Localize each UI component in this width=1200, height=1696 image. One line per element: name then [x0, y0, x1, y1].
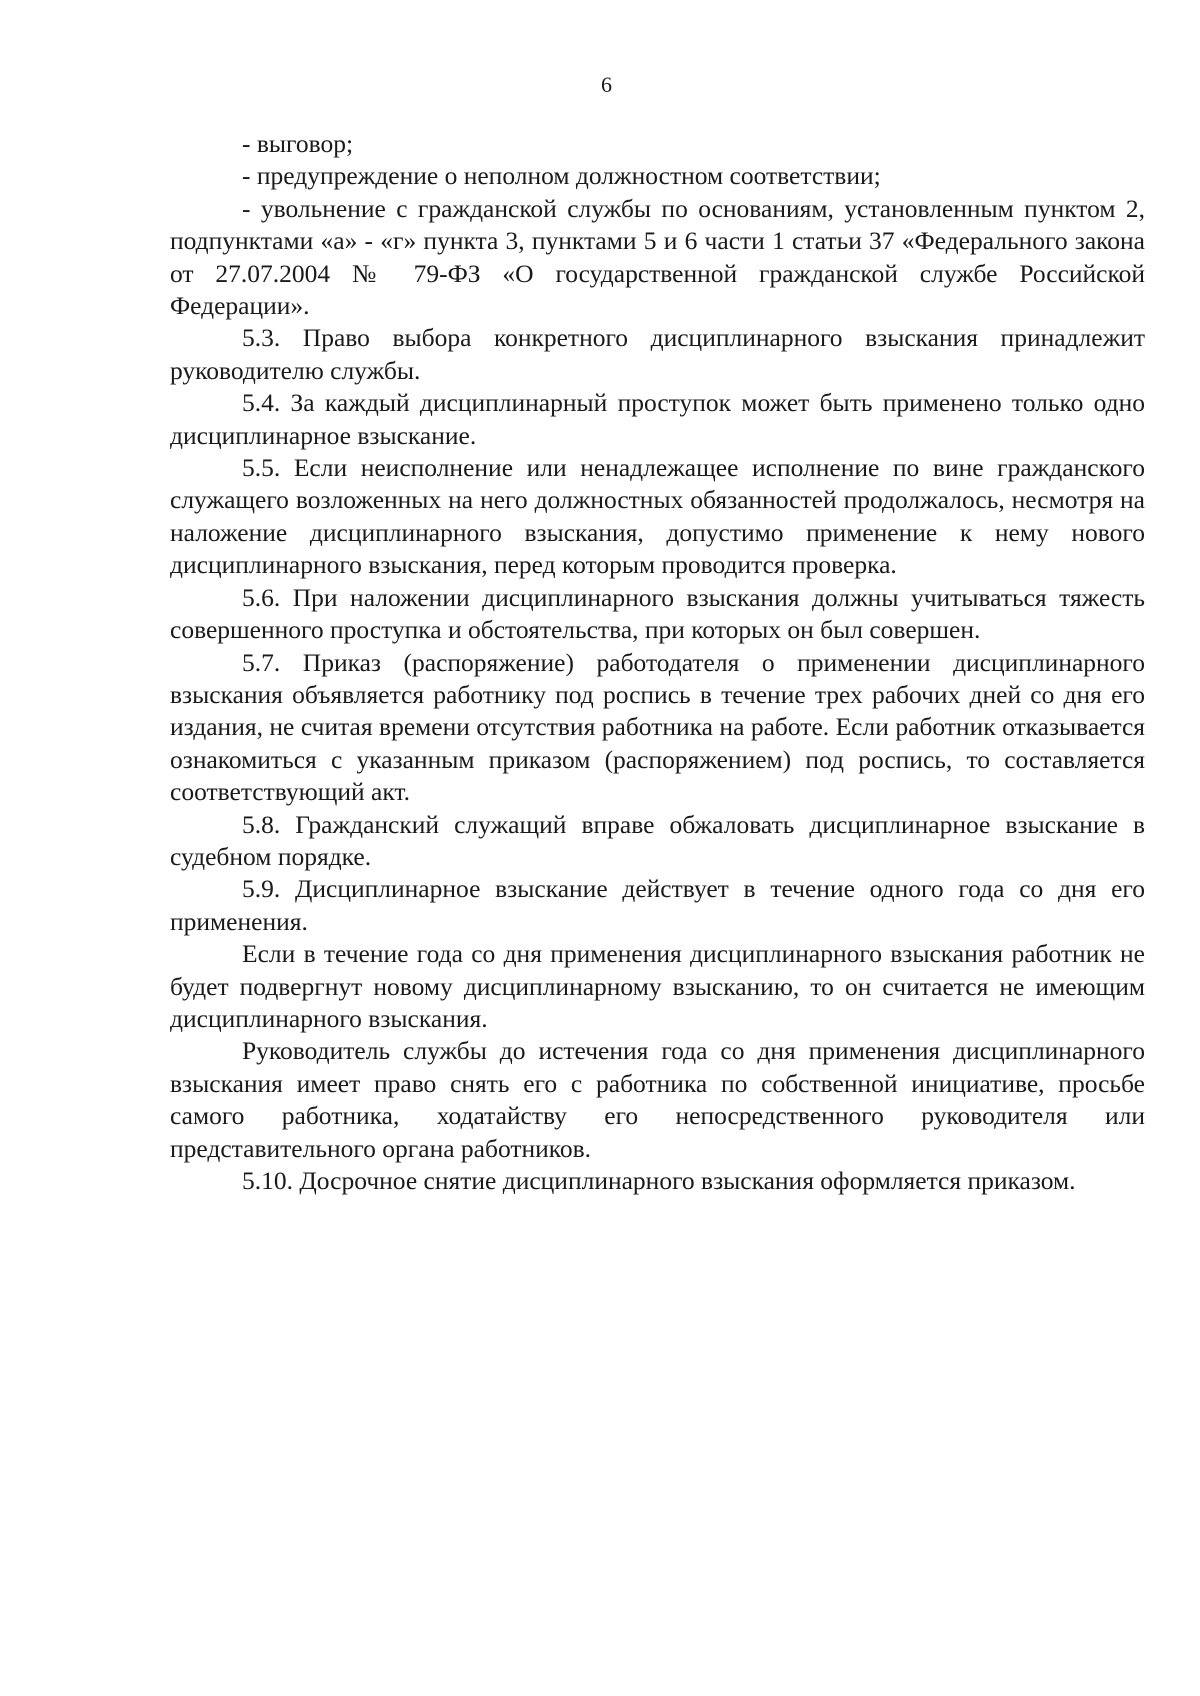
paragraph-5-5: 5.5. Если неисполнение или ненадлежащее исполнение по вине гражданского служащего возложенных на него должностных обязанностей продолжалось, несмотря на наложение дисциплинарного взыскания, допустимо применение к нему нового дисциплинарного взыскания, перед которым проводится проверка.	[170, 453, 1145, 580]
list-item-dismissal: - увольнение с гражданской службы по основаниям, установленным пунктом 2, подпунктами «а» - «г» пункта 3, пунктами 5 и 6 части 1 статьи 37 «Федерального закона от 27.07.2004 № 79-ФЗ «О государственной гражданской службе Российской Федерации».	[170, 193, 1145, 321]
paragraph-5-8: 5.8. Гражданский служащий вправе обжаловать дисциплинарное взыскание в судебном порядке.	[170, 809, 1145, 871]
page-number: 6	[601, 72, 612, 97]
paragraph-5-4: 5.4. За каждый дисциплинарный проступок может быть применено только одно дисциплинарное взыскание.	[170, 388, 1145, 450]
document-body	[170, 128, 1145, 1197]
paragraph-5-10: 5.10. Досрочное снятие дисциплинарного взыскания оформляется приказом.	[242, 1166, 1076, 1195]
list-item-reprimand: - выговор;	[242, 129, 354, 158]
paragraph-5-3: 5.3. Право выбора конкретного дисциплинарного взыскания принадлежит руководителю службы.	[170, 323, 1145, 385]
paragraph-5-9: 5.9. Дисциплинарное взыскание действует в течение одного года со дня его применения.	[170, 874, 1145, 936]
paragraph-5-7: 5.7. Приказ (распоряжение) работодателя о применении дисциплинарного взыскания объявляется работнику под роспись в течение трех рабочих дней со дня его издания, не считая времени отсутствия работника на работе. Если работник отказывается ознакомиться с указанным приказом (распоряжением) под роспись, то составляется соответствующий акт.	[170, 647, 1145, 807]
paragraph-5-9-expiry: Если в течение года со дня применения дисциплинарного взыскания работник не будет подвергнут новому дисциплинарному взысканию, то он считается не имеющим дисциплинарного взыскания.	[170, 939, 1145, 1033]
paragraph-5-6: 5.6. При наложении дисциплинарного взыскания должны учитываться тяжесть совершенного проступка и обстоятельства, при которых он был совершен.	[170, 582, 1145, 645]
paragraph-5-9-early-removal: Руководитель службы до истечения года со дня применения дисциплинарного взыскания имеет право снять его с работника по собственной инициативе, просьбе самого работника, ходатайству его непосредственного руководителя или представительного органа работников.	[170, 1036, 1145, 1163]
list-item-warning: - предупреждение о неполном должностном соответствии;	[242, 161, 881, 191]
